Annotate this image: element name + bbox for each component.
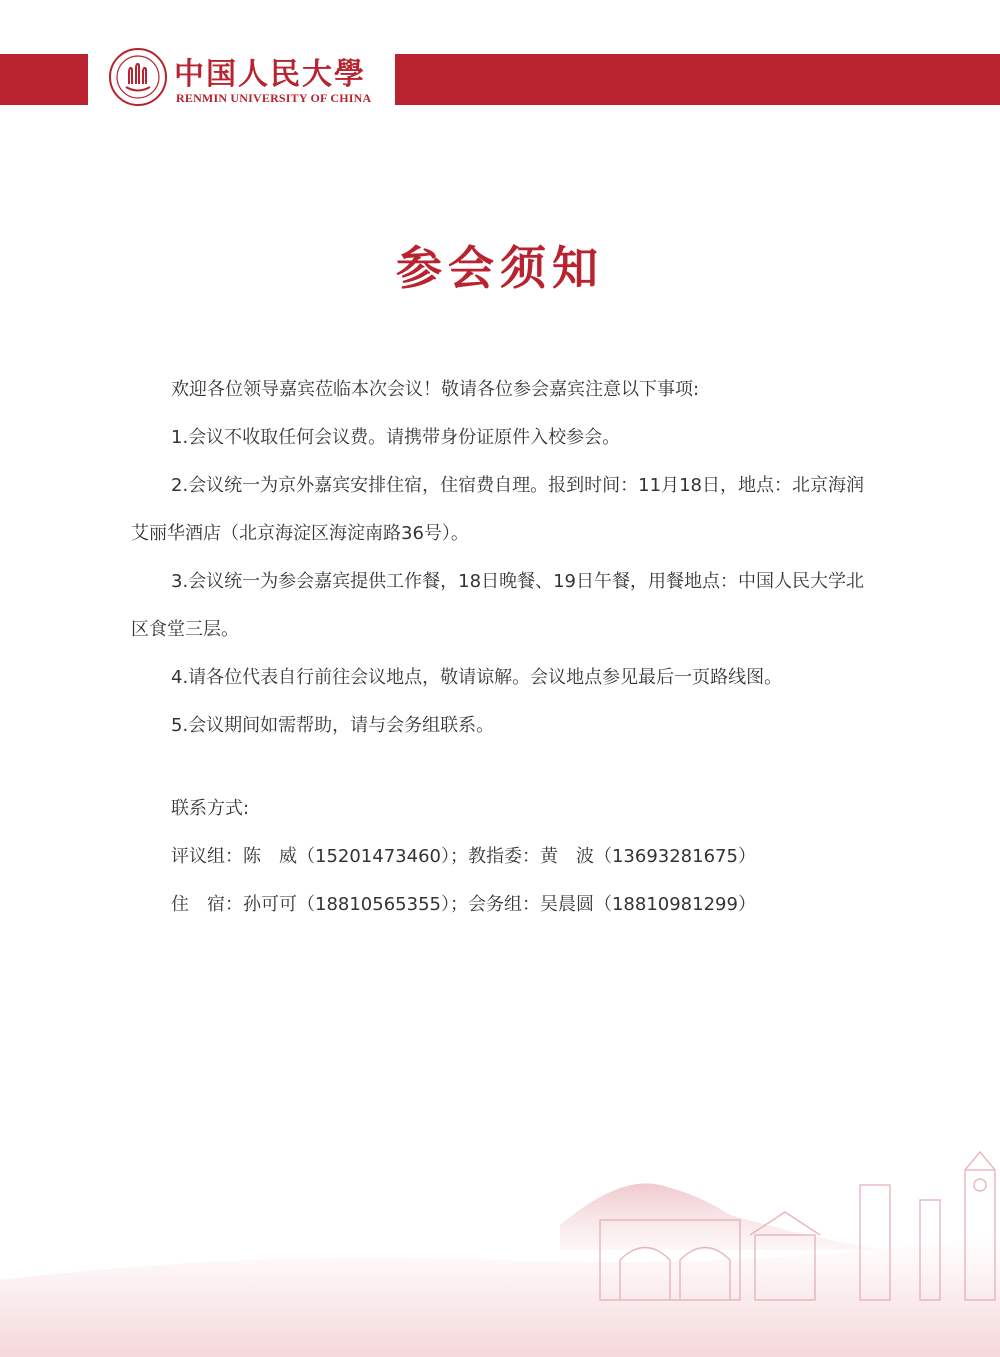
header-band-right	[395, 54, 1000, 105]
contact-heading: 联系方式:	[171, 798, 250, 819]
header-band-left	[0, 54, 88, 105]
logo-english-name: RENMIN UNIVERSITY OF CHINA	[176, 91, 372, 105]
notice-item: 2.会议统一为京外嘉宾安排住宿，住宿费自理。报到时间：11月18日，地点：北京海润艾丽华酒店（北京海淀区海淀南路36号）。	[131, 475, 864, 544]
campus-skyline-illustration	[0, 1140, 1000, 1357]
contact-line: 评议组：陈 威（15201473460）；教指委：黄 波（13693281675）	[171, 846, 756, 867]
notice-item: 4.请各位代表自行前往会议地点，敬请谅解。会议地点参见最后一页路线图。	[171, 667, 783, 688]
notice-body	[131, 366, 871, 750]
notice-item: 3.会议统一为参会嘉宾提供工作餐，18日晚餐、19日午餐，用餐地点：中国人民大学北区食堂三层。	[131, 571, 864, 640]
page-title: 参会须知	[396, 241, 604, 295]
logo-chinese-name: 中国人民大學	[174, 57, 366, 92]
contact-section	[171, 785, 891, 929]
notice-item: 1.会议不收取任何会议费。请携带身份证原件入校参会。	[171, 427, 621, 448]
contact-line: 住 宿：孙可可（18810565355）；会务组：吴晨圆（18810981299）	[171, 894, 756, 915]
university-seal-icon	[108, 47, 168, 107]
notice-item: 5.会议期间如需帮助，请与会务组联系。	[171, 715, 495, 736]
university-logo	[108, 47, 388, 109]
intro-paragraph: 欢迎各位领导嘉宾莅临本次会议！敬请各位参会嘉宾注意以下事项:	[171, 379, 700, 400]
